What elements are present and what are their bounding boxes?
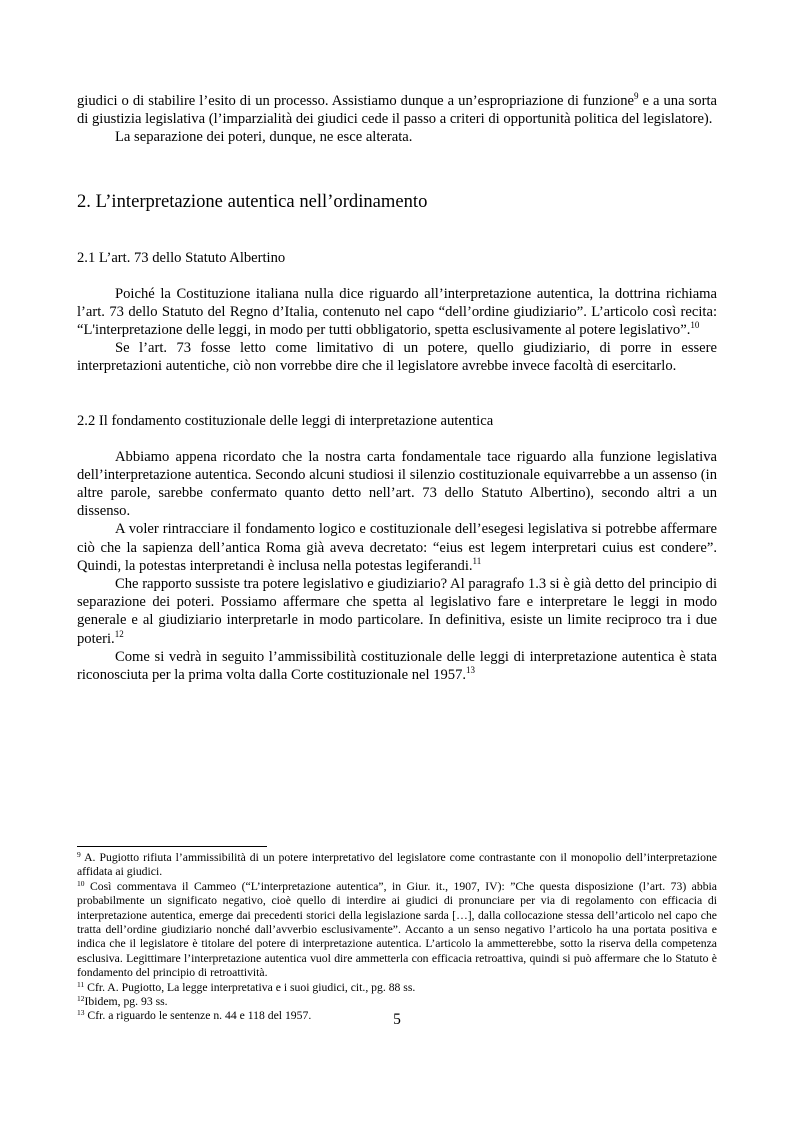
section-heading-2: 2. L’interpretazione autentica nell’ordinamento — [77, 190, 428, 212]
footnote-ref-11[interactable]: 11 — [472, 555, 482, 566]
footnote-ref-10[interactable]: 10 — [690, 320, 700, 331]
footnote-separator — [77, 846, 267, 847]
footnote-9: $^9$ A. Pugiotto rifiuta l’ammissibilità di un potere interpretativo del legislatore come contrastante con il monopolio dell’interpretazione affidata ai giudici. — [77, 850, 717, 879]
footnotes — [77, 851, 717, 1024]
sub1-paragraph-2: Se l’art. 73 fosse letto come limitativo di un potere, quello giudiziario, di porre in essere interpretazioni autentiche, ciò non vorrebbe dire che il legislatore avrebbe invece facoltà di esercitarlo. — [77, 340, 717, 375]
footnote-11: $^{11}$ Cfr. A. Pugiotto, La legge interpretativa e i suoi giudici, cit., pg. 88 ss. — [77, 979, 416, 994]
footnote-ref-9[interactable]: 9 — [633, 91, 639, 101]
sub2-paragraph-1: Abbiamo appena ricordato che la nostra carta fondamentale tace riguardo alla funzione legislativa dell’interpretazione autentica. Secondo alcuni studiosi il silenzio costituzionale equivarrebbe a un assenso (in altre parole, sarebbe confermato quanto detto nell’art. 73 dello Statuto Albertino), secondo altri a un dissenso. — [77, 448, 717, 520]
subsection-heading-2-1: 2.1 L’art. 73 dello Statuto Albertino — [77, 249, 286, 266]
footnote-ref-13[interactable]: 13 — [466, 665, 476, 676]
sub2-paragraph-4: Come si vedrà in seguito l’ammissibilità costituzionale delle leggi di interpretazione autentica è stata riconosciuta per la prima volta dalla Corte costituzionale nel 1957.13 — [77, 648, 717, 684]
intro-paragraph-2: La separazione dei poteri, dunque, ne esce alterata. — [115, 129, 413, 146]
sub2-paragraph-3: Che rapporto sussiste tra potere legislativo e giudiziario? Al paragrafo 1.3 si è già detto del principio di separazione dei poteri. Possiamo affermare che spetta al legislativo fare e interpretare le leggi in modo generale e al giudiziario interpretarle in modo particolare. In definitiva, esiste un limite reciproco tra i due poteri.$^{12}$ — [77, 576, 717, 647]
page-body — [77, 92, 717, 684]
sub1-paragraph-1: Poiché la Costituzione italiana nulla dice riguardo all’interpretazione autentica, la dottrina richiama l’art. 73 dello Statuto del Regno d’Italia, contenuto nel capo “dell’ordine giudiziario”. L’articolo così recita: “L'interpretazione delle leggi, in modo per tutti obbligatorio, spetta esclusivamente al potere legislativo”.$^{10}$ — [77, 285, 717, 339]
footnote-ref-12[interactable]: 12 — [114, 628, 124, 639]
page-number: 5 — [393, 1011, 401, 1028]
footnote-10: $^{10}$ Così commentava il Cammeo (“L’interpretazione autentica”, in Giur. it., 1907, IV): ”Che questa disposizione (l’art. 73) abbia probabilmente un significato negativo, cioè quello di interdire ai giudici di pronunciare per via di regolamento con efficacia di interpretazione autentica, emerge dai precedenti storici della legislazione sarda […], dalla collocazione stessa dell’articolo nel capo che tratta dell’ordine giudiziario nonché dall’avverbio esclusivamente”. Accanto a un senso negativo l’articolo ha una portata positiva e indica che il legislatore è titolare del potere di interpretazione autentica. L’articolo la ammetterebbe, sotto la riserva della competenza esclusiva. Legittimare l’interpretazione autentica vuol dire ammetterla con efficacia retroattiva, quindi si può affermare che lo Statuto è fondamento del principio di retroattività. — [77, 878, 717, 980]
intro-paragraph-1: giudici o di stabilire l’esito di un processo. Assistiamo dunque a un’espropriazione di funzione$^9$ e a una sorta di giustizia legislativa (l’imparzialità dei giudici cede il passo a criteri di opportunità politica del legislatore). — [77, 91, 717, 128]
footnote-12: $^{12}$Ibidem, pg. 93 ss. — [77, 994, 168, 1009]
footnote-13: $^{13}$ Cfr. a riguardo le sentenze n. 44 e 118 del 1957. — [77, 1008, 312, 1023]
sub2-paragraph-2: A voler rintracciare il fondamento logico e costituzionale dell’esegesi legislativa si potrebbe affermare ciò che la sapienza dell’antica Roma già aveva decretato: “eius est legem interpretari cuius est condere”. Quindi, la potestas interpretandi è inclusa nella potestas legiferandi.$^{11}$ — [77, 521, 717, 574]
subsection-heading-2-2: 2.2 Il fondamento costituzionale delle leggi di interpretazione autentica — [77, 412, 494, 429]
